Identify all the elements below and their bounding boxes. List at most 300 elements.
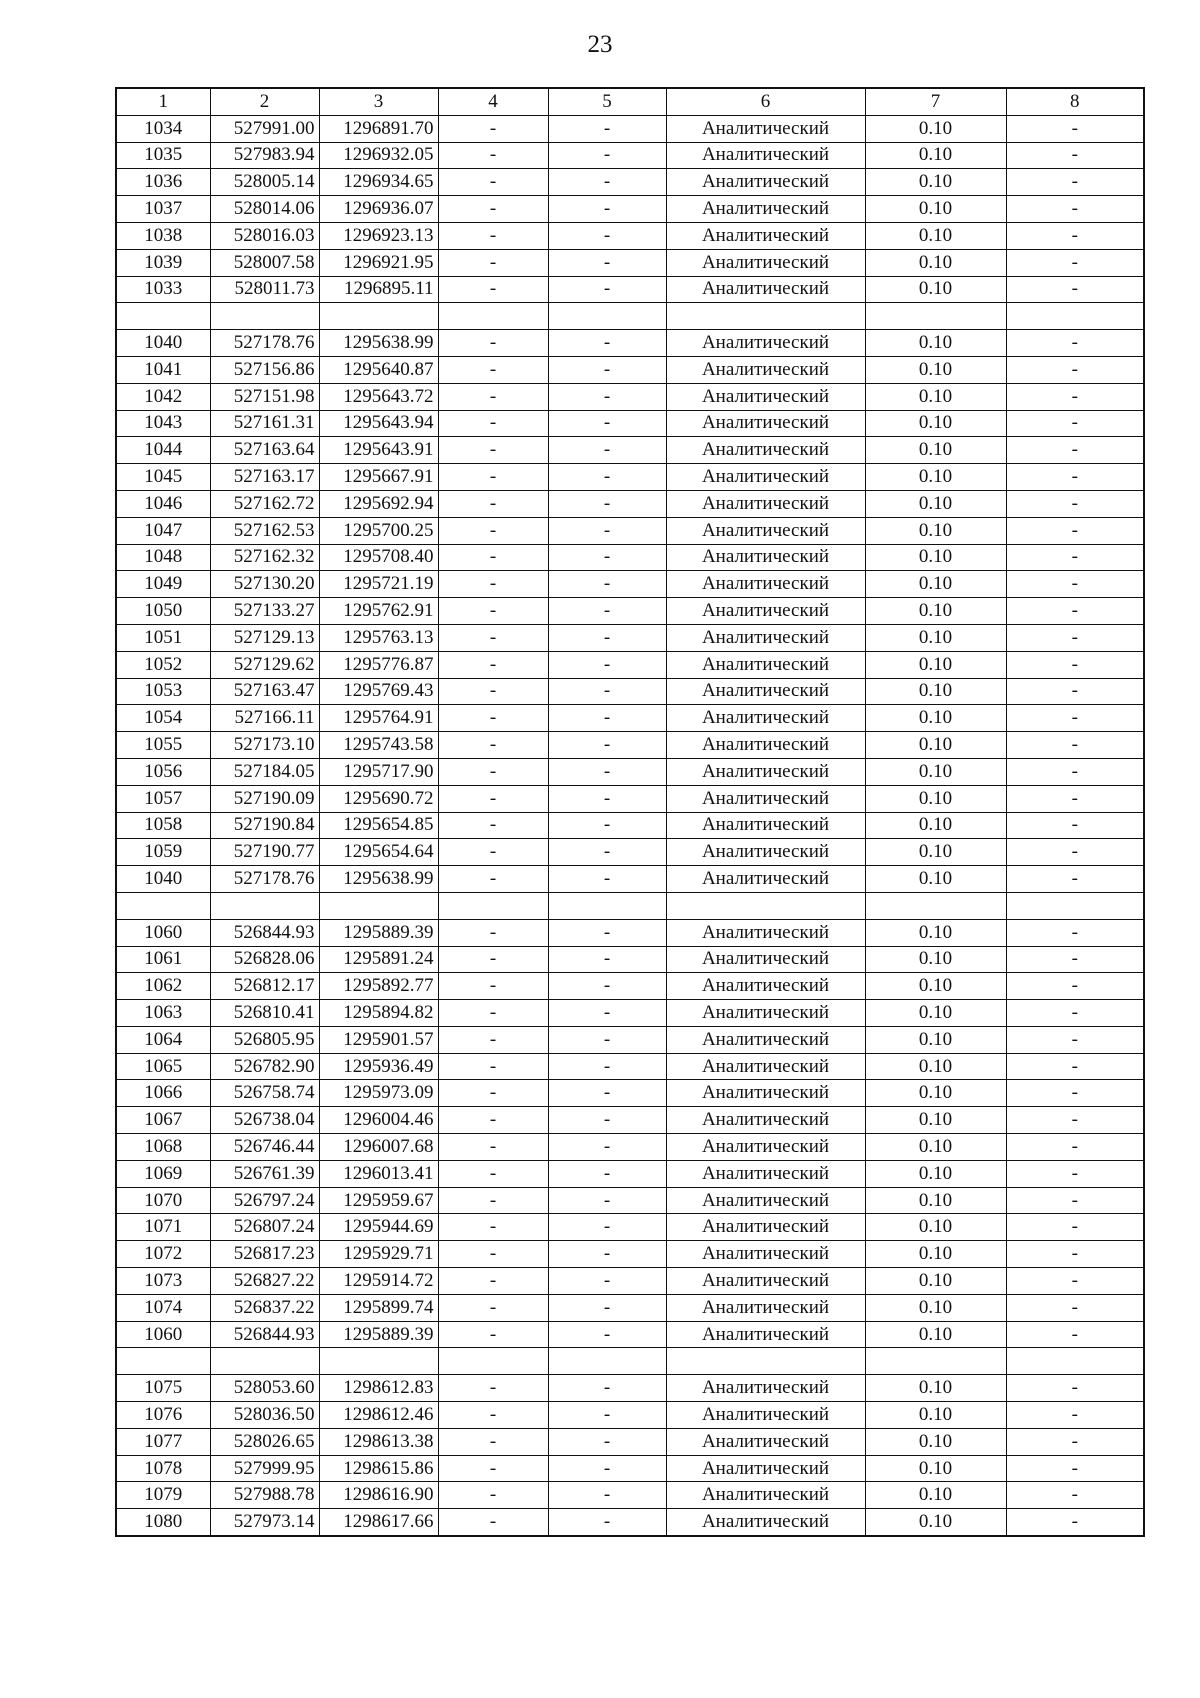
table-row <box>116 169 1144 196</box>
column-5-cell: - <box>548 142 666 169</box>
column-8-cell: - <box>1006 1107 1144 1134</box>
column-8-cell: - <box>1006 410 1144 437</box>
column-8-cell: - <box>1006 356 1144 383</box>
column-5-cell: - <box>548 624 666 651</box>
point-number-cell: 1037 <box>116 196 210 223</box>
accuracy-cell: 0.10 <box>865 651 1006 678</box>
method-cell: Аналитический <box>666 330 865 357</box>
column-5-cell: - <box>548 946 666 973</box>
y-coordinate-cell: 1295889.39 <box>319 919 438 946</box>
column-8-cell: - <box>1006 919 1144 946</box>
column-8-cell: - <box>1006 1455 1144 1482</box>
y-coordinate-cell: 1298615.86 <box>319 1455 438 1482</box>
column-4-cell: - <box>438 544 548 571</box>
column-4-cell: - <box>438 464 548 491</box>
column-5-cell: - <box>548 544 666 571</box>
method-cell: Аналитический <box>666 785 865 812</box>
method-cell: Аналитический <box>666 1134 865 1161</box>
accuracy-cell: 0.10 <box>865 169 1006 196</box>
y-coordinate-cell <box>319 303 438 330</box>
y-coordinate-cell: 1295889.39 <box>319 1321 438 1348</box>
point-number-cell: 1035 <box>116 142 210 169</box>
method-cell: Аналитический <box>666 142 865 169</box>
table-row <box>116 1026 1144 1053</box>
column-4-cell: - <box>438 1026 548 1053</box>
y-coordinate-cell <box>319 1348 438 1375</box>
point-number-cell: 1062 <box>116 973 210 1000</box>
accuracy-cell: 0.10 <box>865 490 1006 517</box>
column-5-cell: - <box>548 1187 666 1214</box>
column-5-cell: - <box>548 1402 666 1429</box>
point-number-cell: 1065 <box>116 1053 210 1080</box>
y-coordinate-cell: 1295764.91 <box>319 705 438 732</box>
column-4-cell: - <box>438 115 548 142</box>
y-coordinate-cell: 1295973.09 <box>319 1080 438 1107</box>
point-number-cell: 1064 <box>116 1026 210 1053</box>
column-4-cell <box>438 303 548 330</box>
column-8-cell: - <box>1006 1134 1144 1161</box>
column-8-cell <box>1006 303 1144 330</box>
method-cell: Аналитический <box>666 383 865 410</box>
y-coordinate-cell: 1295638.99 <box>319 330 438 357</box>
method-cell: Аналитический <box>666 1321 865 1348</box>
accuracy-cell: 0.10 <box>865 1375 1006 1402</box>
method-cell: Аналитический <box>666 1509 865 1536</box>
table-row <box>116 973 1144 1000</box>
column-4-cell: - <box>438 330 548 357</box>
column-4-cell: - <box>438 1455 548 1482</box>
table-row <box>116 1241 1144 1268</box>
method-cell: Аналитический <box>666 946 865 973</box>
accuracy-cell: 0.10 <box>865 758 1006 785</box>
method-cell: Аналитический <box>666 839 865 866</box>
column-8-cell: - <box>1006 222 1144 249</box>
column-4-cell: - <box>438 517 548 544</box>
column-4-cell: - <box>438 624 548 651</box>
table-row <box>116 651 1144 678</box>
column-4-cell: - <box>438 142 548 169</box>
column-4-cell: - <box>438 1294 548 1321</box>
column-5-cell: - <box>548 1107 666 1134</box>
column-4-cell: - <box>438 410 548 437</box>
table-row <box>116 115 1144 142</box>
point-number-cell: 1045 <box>116 464 210 491</box>
column-4-cell: - <box>438 1375 548 1402</box>
point-number-cell: 1069 <box>116 1160 210 1187</box>
x-coordinate-cell: 526761.39 <box>210 1160 319 1187</box>
x-coordinate-cell: 528014.06 <box>210 196 319 223</box>
column-8-cell: - <box>1006 437 1144 464</box>
point-number-cell: 1047 <box>116 517 210 544</box>
point-number-cell: 1051 <box>116 624 210 651</box>
accuracy-cell: 0.10 <box>865 196 1006 223</box>
point-number-cell: 1033 <box>116 276 210 303</box>
column-8-cell: - <box>1006 1241 1144 1268</box>
column-8-cell: - <box>1006 571 1144 598</box>
column-8-cell: - <box>1006 1509 1144 1536</box>
method-cell: Аналитический <box>666 973 865 1000</box>
accuracy-cell: 0.10 <box>865 1214 1006 1241</box>
accuracy-cell: 0.10 <box>865 973 1006 1000</box>
column-8-cell: - <box>1006 1160 1144 1187</box>
table-row <box>116 1294 1144 1321</box>
column-5-cell: - <box>548 169 666 196</box>
point-number-cell: 1077 <box>116 1428 210 1455</box>
y-coordinate-cell: 1295891.24 <box>319 946 438 973</box>
method-cell: Аналитический <box>666 276 865 303</box>
table-row <box>116 142 1144 169</box>
x-coordinate-cell: 527166.11 <box>210 705 319 732</box>
column-4-cell <box>438 1348 548 1375</box>
column-4-cell: - <box>438 1268 548 1295</box>
method-cell: Аналитический <box>666 571 865 598</box>
table-row <box>116 1107 1144 1134</box>
method-cell: Аналитический <box>666 598 865 625</box>
point-number-cell: 1046 <box>116 490 210 517</box>
method-cell: Аналитический <box>666 196 865 223</box>
y-coordinate-cell: 1295654.64 <box>319 839 438 866</box>
method-cell: Аналитический <box>666 1428 865 1455</box>
point-number-cell: 1067 <box>116 1107 210 1134</box>
y-coordinate-cell: 1295936.49 <box>319 1053 438 1080</box>
table-row <box>116 785 1144 812</box>
y-coordinate-cell: 1295763.13 <box>319 624 438 651</box>
y-coordinate-cell: 1295901.57 <box>319 1026 438 1053</box>
table-row <box>116 705 1144 732</box>
column-5-cell: - <box>548 1000 666 1027</box>
x-coordinate-cell: 526844.93 <box>210 919 319 946</box>
accuracy-cell: 0.10 <box>865 1080 1006 1107</box>
y-coordinate-cell: 1295643.72 <box>319 383 438 410</box>
point-number-cell: 1058 <box>116 812 210 839</box>
accuracy-cell: 0.10 <box>865 839 1006 866</box>
column-4-cell: - <box>438 169 548 196</box>
y-coordinate-cell: 1295643.94 <box>319 410 438 437</box>
column-5-cell: - <box>548 1026 666 1053</box>
table-row <box>116 437 1144 464</box>
column-5-cell: - <box>548 1268 666 1295</box>
y-coordinate-cell: 1296936.07 <box>319 196 438 223</box>
x-coordinate-cell: 527983.94 <box>210 142 319 169</box>
y-coordinate-cell: 1298613.38 <box>319 1428 438 1455</box>
y-coordinate-cell: 1296932.05 <box>319 142 438 169</box>
method-cell: Аналитический <box>666 249 865 276</box>
column-8-cell <box>1006 892 1144 919</box>
accuracy-cell <box>865 892 1006 919</box>
accuracy-cell: 0.10 <box>865 222 1006 249</box>
column-4-cell: - <box>438 973 548 1000</box>
column-8-cell: - <box>1006 785 1144 812</box>
x-coordinate-cell: 526797.24 <box>210 1187 319 1214</box>
method-cell: Аналитический <box>666 169 865 196</box>
table-body <box>116 115 1144 1536</box>
point-number-cell: 1050 <box>116 598 210 625</box>
accuracy-cell: 0.10 <box>865 517 1006 544</box>
table-row <box>116 946 1144 973</box>
y-coordinate-cell: 1295776.87 <box>319 651 438 678</box>
table-header-row <box>116 88 1144 115</box>
x-coordinate-cell: 526758.74 <box>210 1080 319 1107</box>
accuracy-cell: 0.10 <box>865 866 1006 893</box>
column-8-cell: - <box>1006 249 1144 276</box>
method-cell: Аналитический <box>666 1160 865 1187</box>
method-cell: Аналитический <box>666 1241 865 1268</box>
x-coordinate-cell: 528036.50 <box>210 1402 319 1429</box>
x-coordinate-cell: 527190.77 <box>210 839 319 866</box>
column-4-cell: - <box>438 1160 548 1187</box>
column-5-cell: - <box>548 1241 666 1268</box>
point-number-cell: 1041 <box>116 356 210 383</box>
y-coordinate-cell: 1295638.99 <box>319 866 438 893</box>
table-row <box>116 383 1144 410</box>
y-coordinate-cell: 1295667.91 <box>319 464 438 491</box>
column-4-cell: - <box>438 1134 548 1161</box>
column-4-cell: - <box>438 249 548 276</box>
point-number-cell: 1044 <box>116 437 210 464</box>
x-coordinate-cell: 528007.58 <box>210 249 319 276</box>
point-number-cell: 1049 <box>116 571 210 598</box>
column-8-cell: - <box>1006 839 1144 866</box>
accuracy-cell: 0.10 <box>865 571 1006 598</box>
column-8-cell: - <box>1006 1214 1144 1241</box>
column-8-cell: - <box>1006 705 1144 732</box>
table-row <box>116 866 1144 893</box>
column-4-cell: - <box>438 785 548 812</box>
column-4-cell: - <box>438 1107 548 1134</box>
point-number-cell <box>116 892 210 919</box>
accuracy-cell: 0.10 <box>865 1509 1006 1536</box>
method-cell: Аналитический <box>666 1187 865 1214</box>
method-cell <box>666 892 865 919</box>
y-coordinate-cell: 1295959.67 <box>319 1187 438 1214</box>
accuracy-cell: 0.10 <box>865 1026 1006 1053</box>
column-5-cell: - <box>548 785 666 812</box>
accuracy-cell: 0.10 <box>865 356 1006 383</box>
column-8-cell: - <box>1006 1375 1144 1402</box>
y-coordinate-cell: 1296934.65 <box>319 169 438 196</box>
y-coordinate-cell: 1295762.91 <box>319 598 438 625</box>
x-coordinate-cell: 527162.53 <box>210 517 319 544</box>
method-cell: Аналитический <box>666 410 865 437</box>
point-number-cell: 1059 <box>116 839 210 866</box>
point-number-cell: 1075 <box>116 1375 210 1402</box>
x-coordinate-cell: 526812.17 <box>210 973 319 1000</box>
x-coordinate-cell: 527999.95 <box>210 1455 319 1482</box>
point-number-cell: 1056 <box>116 758 210 785</box>
accuracy-cell: 0.10 <box>865 812 1006 839</box>
column-8-cell: - <box>1006 678 1144 705</box>
method-cell: Аналитический <box>666 705 865 732</box>
x-coordinate-cell: 527129.62 <box>210 651 319 678</box>
accuracy-cell: 0.10 <box>865 544 1006 571</box>
column-8-cell: - <box>1006 169 1144 196</box>
column-5-cell: - <box>548 678 666 705</box>
accuracy-cell: 0.10 <box>865 678 1006 705</box>
x-coordinate-cell: 526827.22 <box>210 1268 319 1295</box>
column-5-cell: - <box>548 812 666 839</box>
method-cell: Аналитический <box>666 437 865 464</box>
table-row <box>116 1321 1144 1348</box>
x-coordinate-cell: 527173.10 <box>210 732 319 759</box>
column-4-cell: - <box>438 1428 548 1455</box>
method-cell: Аналитический <box>666 1053 865 1080</box>
y-coordinate-cell: 1295944.69 <box>319 1214 438 1241</box>
column-8-cell: - <box>1006 544 1144 571</box>
method-cell: Аналитический <box>666 115 865 142</box>
accuracy-cell: 0.10 <box>865 598 1006 625</box>
column-4-cell <box>438 892 548 919</box>
method-cell: Аналитический <box>666 1455 865 1482</box>
column-8-cell: - <box>1006 973 1144 1000</box>
accuracy-cell: 0.10 <box>865 437 1006 464</box>
column-8-cell: - <box>1006 330 1144 357</box>
column-8-cell: - <box>1006 383 1144 410</box>
method-cell: Аналитический <box>666 544 865 571</box>
x-coordinate-cell: 527162.72 <box>210 490 319 517</box>
column-5-cell: - <box>548 571 666 598</box>
y-coordinate-cell: 1295894.82 <box>319 1000 438 1027</box>
table-row <box>116 517 1144 544</box>
y-coordinate-cell: 1296921.95 <box>319 249 438 276</box>
x-coordinate-cell <box>210 303 319 330</box>
table-row <box>116 249 1144 276</box>
column-4-cell: - <box>438 1241 548 1268</box>
point-number-cell: 1078 <box>116 1455 210 1482</box>
column-header: 2 <box>210 88 319 115</box>
table-row <box>116 330 1144 357</box>
column-8-cell: - <box>1006 651 1144 678</box>
column-4-cell: - <box>438 866 548 893</box>
column-5-cell <box>548 892 666 919</box>
y-coordinate-cell: 1295654.85 <box>319 812 438 839</box>
accuracy-cell: 0.10 <box>865 1455 1006 1482</box>
table-row <box>116 1187 1144 1214</box>
column-4-cell: - <box>438 1321 548 1348</box>
column-5-cell: - <box>548 276 666 303</box>
accuracy-cell: 0.10 <box>865 1187 1006 1214</box>
table-row <box>116 732 1144 759</box>
point-number-cell: 1040 <box>116 330 210 357</box>
column-5-cell: - <box>548 330 666 357</box>
column-4-cell: - <box>438 196 548 223</box>
table-row <box>116 410 1144 437</box>
column-8-cell: - <box>1006 1428 1144 1455</box>
y-coordinate-cell: 1298617.66 <box>319 1509 438 1536</box>
column-header: 6 <box>666 88 865 115</box>
y-coordinate-cell: 1295743.58 <box>319 732 438 759</box>
method-cell: Аналитический <box>666 222 865 249</box>
column-4-cell: - <box>438 732 548 759</box>
column-8-cell: - <box>1006 1187 1144 1214</box>
x-coordinate-cell: 527163.64 <box>210 437 319 464</box>
y-coordinate-cell: 1296004.46 <box>319 1107 438 1134</box>
method-cell: Аналитический <box>666 517 865 544</box>
accuracy-cell: 0.10 <box>865 919 1006 946</box>
x-coordinate-cell: 527190.84 <box>210 812 319 839</box>
accuracy-cell: 0.10 <box>865 1321 1006 1348</box>
column-5-cell: - <box>548 1321 666 1348</box>
column-4-cell: - <box>438 490 548 517</box>
column-5-cell: - <box>548 1080 666 1107</box>
y-coordinate-cell: 1298616.90 <box>319 1482 438 1509</box>
table-row <box>116 1000 1144 1027</box>
x-coordinate-cell: 526805.95 <box>210 1026 319 1053</box>
y-coordinate-cell: 1296891.70 <box>319 115 438 142</box>
column-5-cell: - <box>548 490 666 517</box>
y-coordinate-cell: 1295692.94 <box>319 490 438 517</box>
accuracy-cell: 0.10 <box>865 1053 1006 1080</box>
accuracy-cell <box>865 303 1006 330</box>
x-coordinate-cell: 527133.27 <box>210 598 319 625</box>
accuracy-cell: 0.10 <box>865 705 1006 732</box>
point-number-cell: 1079 <box>116 1482 210 1509</box>
table-row <box>116 598 1144 625</box>
table-row <box>116 1455 1144 1482</box>
x-coordinate-cell: 527130.20 <box>210 571 319 598</box>
method-cell: Аналитический <box>666 678 865 705</box>
column-8-cell: - <box>1006 598 1144 625</box>
column-4-cell: - <box>438 758 548 785</box>
y-coordinate-cell: 1295929.71 <box>319 1241 438 1268</box>
table-row <box>116 222 1144 249</box>
accuracy-cell: 0.10 <box>865 1402 1006 1429</box>
y-coordinate-cell: 1295717.90 <box>319 758 438 785</box>
page-number: 23 <box>587 31 613 58</box>
column-5-cell: - <box>548 1509 666 1536</box>
method-cell: Аналитический <box>666 812 865 839</box>
y-coordinate-cell: 1295892.77 <box>319 973 438 1000</box>
column-5-cell: - <box>548 1482 666 1509</box>
table-row <box>116 303 1144 330</box>
accuracy-cell: 0.10 <box>865 115 1006 142</box>
point-number-cell: 1042 <box>116 383 210 410</box>
method-cell: Аналитический <box>666 1107 865 1134</box>
point-number-cell <box>116 1348 210 1375</box>
column-5-cell: - <box>548 732 666 759</box>
method-cell: Аналитический <box>666 1268 865 1295</box>
x-coordinate-cell: 527163.17 <box>210 464 319 491</box>
y-coordinate-cell: 1298612.83 <box>319 1375 438 1402</box>
column-8-cell: - <box>1006 490 1144 517</box>
method-cell: Аналитический <box>666 1026 865 1053</box>
column-5-cell: - <box>548 705 666 732</box>
method-cell: Аналитический <box>666 490 865 517</box>
column-4-cell: - <box>438 651 548 678</box>
x-coordinate-cell: 527162.32 <box>210 544 319 571</box>
accuracy-cell: 0.10 <box>865 1268 1006 1295</box>
column-4-cell: - <box>438 1214 548 1241</box>
column-4-cell: - <box>438 437 548 464</box>
accuracy-cell <box>865 1348 1006 1375</box>
x-coordinate-cell: 526738.04 <box>210 1107 319 1134</box>
point-number-cell: 1052 <box>116 651 210 678</box>
y-coordinate-cell: 1296895.11 <box>319 276 438 303</box>
column-8-cell: - <box>1006 1026 1144 1053</box>
table-row <box>116 892 1144 919</box>
point-number-cell: 1071 <box>116 1214 210 1241</box>
method-cell: Аналитический <box>666 732 865 759</box>
column-5-cell: - <box>548 866 666 893</box>
column-4-cell: - <box>438 383 548 410</box>
column-8-cell: - <box>1006 1402 1144 1429</box>
column-4-cell: - <box>438 946 548 973</box>
x-coordinate-cell: 526807.24 <box>210 1214 319 1241</box>
table-row <box>116 196 1144 223</box>
accuracy-cell: 0.10 <box>865 142 1006 169</box>
point-number-cell: 1036 <box>116 169 210 196</box>
column-8-cell: - <box>1006 1294 1144 1321</box>
point-number-cell: 1070 <box>116 1187 210 1214</box>
